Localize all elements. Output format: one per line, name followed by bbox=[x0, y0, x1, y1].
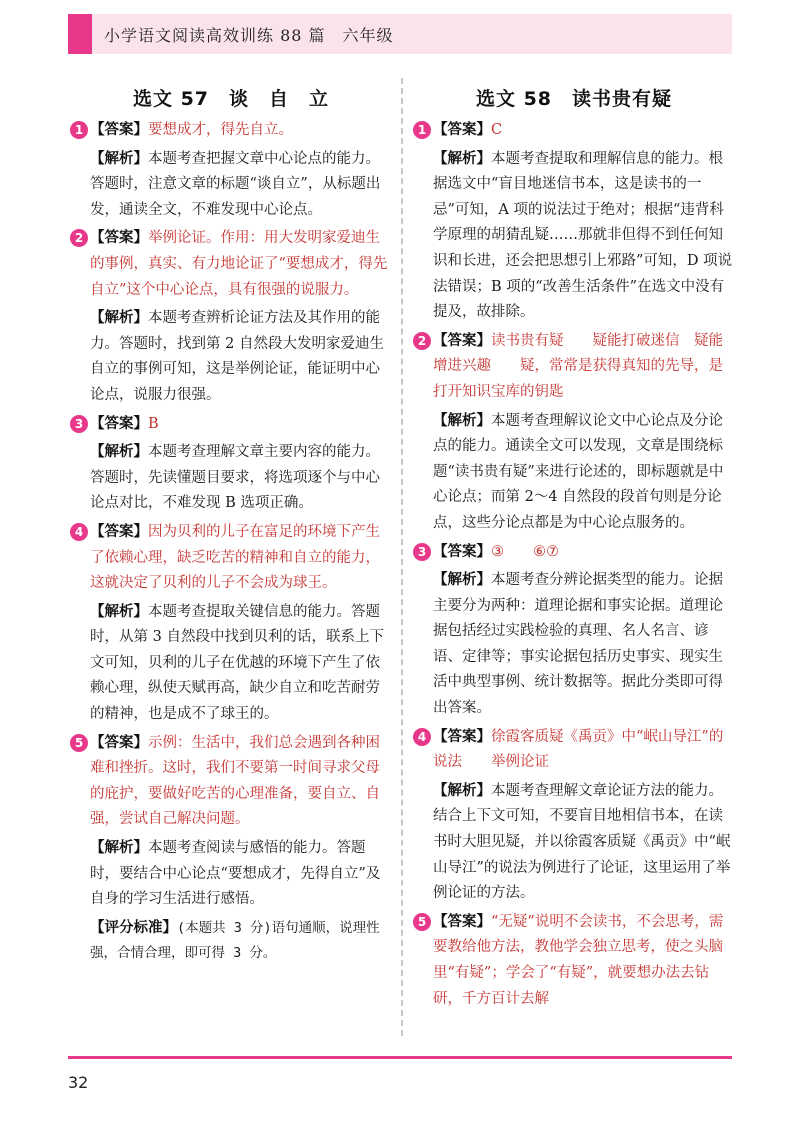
analysis-tag: 【解析】 bbox=[433, 412, 491, 429]
question-item bbox=[415, 910, 733, 1012]
analysis-tag: 【解析】 bbox=[90, 603, 148, 620]
answer-tag: 【答案】 bbox=[433, 543, 491, 560]
question-number-badge: 1 bbox=[70, 121, 88, 139]
question-number-badge: 2 bbox=[413, 332, 431, 350]
question-item bbox=[72, 226, 390, 408]
book-title: 小学语文阅读高效训练 88 篇 六年级 bbox=[104, 26, 394, 45]
question-number-badge: 5 bbox=[70, 734, 88, 752]
answer-tag: 【答案】 bbox=[90, 230, 148, 247]
answer-paragraph bbox=[90, 520, 390, 597]
analysis-paragraph bbox=[90, 440, 390, 517]
answer-text: 示例：生活中，我们总会遇到各种困难和挫折。这时，我们不要第一时间寻求父母的庇护，要做好吃苦的心理准备，要自立、自强，尝试自己解决问题。 bbox=[90, 734, 380, 828]
page-number: 32 bbox=[68, 1073, 89, 1092]
footer-rule bbox=[68, 1056, 732, 1059]
answer-text: ③ ⑥⑦ bbox=[491, 543, 559, 560]
answer-text: 因为贝利的儿子在富足的环境下产生了依赖心理，缺乏吃苦的精神和自立的能力，这就决定了贝利的儿子不会成为球王。 bbox=[90, 523, 380, 592]
analysis-tag: 【解析】 bbox=[433, 572, 491, 589]
question-item bbox=[72, 412, 390, 517]
question-item bbox=[72, 731, 390, 967]
answer-paragraph bbox=[90, 731, 390, 833]
scoring-criteria-paragraph bbox=[90, 916, 390, 967]
analysis-text: 本题考查辨析论证方法及其作用的能力。答题时，找到第 2 自然段大发明家爱迪生自立的事例可知，这是举例论证，能证明中心论点，说服力很强。 bbox=[90, 310, 384, 403]
answer-paragraph bbox=[433, 329, 733, 406]
analysis-paragraph bbox=[90, 600, 390, 728]
analysis-tag: 【解析】 bbox=[90, 444, 148, 461]
analysis-tag: 【解析】 bbox=[90, 840, 148, 857]
analysis-paragraph bbox=[90, 306, 390, 408]
column-divider bbox=[401, 78, 403, 1036]
answer-text: C bbox=[491, 122, 503, 138]
question-number-badge: 4 bbox=[413, 728, 431, 746]
answer-paragraph bbox=[433, 540, 733, 566]
question-item bbox=[415, 540, 733, 722]
answer-tag: 【答案】 bbox=[90, 734, 148, 751]
analysis-text: 本题考查理解文章论证方法的能力。结合上下文可知，不要盲目地相信书本，在读书时大胆见疑，并以徐霞客质疑《禹贡》中“岷山导江”的说法为例进行了论证，这里运用了举例论证的方法。 bbox=[433, 782, 731, 902]
analysis-paragraph bbox=[433, 568, 733, 722]
answer-text: 徐霞客质疑《禹贡》中“岷山导江”的说法 举例论证 bbox=[433, 728, 724, 771]
analysis-text: 本题考查分辨论据类型的能力。论据主要分为两种：道理论据和事实论据。道理论据包括经过实践检验的真理、名人名言、谚语、定律等；事实论据包括历史事实、现实生活中典型事例、统计数据等。据此分类即可得出答案。 bbox=[433, 572, 723, 717]
analysis-tag: 【解析】 bbox=[433, 150, 491, 167]
answer-text: 举例论证。作用：用大发明家爱迪生的事例，真实、有力地论证了“要想成才，得先自立”这个中心论点，具有很强的说服力。 bbox=[90, 230, 388, 298]
criteria-tag: 【评分标准】 bbox=[90, 919, 177, 936]
section-title-57: 选文 57 谈 自 立 bbox=[132, 88, 330, 110]
question-number-badge: 3 bbox=[413, 543, 431, 561]
analysis-text: 本题考查阅读与感悟的能力。答题时，要结合中心论点“要想成才，先得自立”及自身的学习生活进行感悟。 bbox=[90, 840, 381, 908]
analysis-paragraph bbox=[90, 836, 390, 913]
question-number-badge: 2 bbox=[70, 229, 88, 247]
answer-paragraph bbox=[433, 725, 733, 776]
analysis-paragraph bbox=[433, 147, 733, 326]
left-column bbox=[72, 82, 390, 967]
answer-text: 要想成才，得先自立。 bbox=[148, 122, 293, 138]
header-accent-block bbox=[68, 14, 92, 54]
question-number-badge: 4 bbox=[70, 523, 88, 541]
answer-tag: 【答案】 bbox=[433, 122, 491, 138]
question-number-badge: 1 bbox=[413, 121, 431, 139]
analysis-paragraph bbox=[90, 147, 390, 224]
answer-tag: 【答案】 bbox=[90, 415, 148, 432]
criteria-text: (本题共 3 分)语句通顺，说理性强，合情合理，即可得 3 分。 bbox=[90, 919, 380, 962]
analysis-text: 本题考查提取和理解信息的能力。根据选文中“盲目地迷信书本，这是读书的一忌”可知，A 项的说法过于绝对；根据“违背科学原理的胡猜乱疑……那就非但得不到任何知识和长进，还会把思想引上邪路”可知，D 项说法错误；B 项的“改善生活条件”在选文中没有提及，故排除。 bbox=[433, 150, 733, 321]
answer-tag: 【答案】 bbox=[433, 332, 491, 349]
answer-tag: 【答案】 bbox=[90, 122, 148, 138]
answer-tag: 【答案】 bbox=[433, 913, 491, 930]
analysis-tag: 【解析】 bbox=[90, 150, 148, 167]
answer-text: “无疑”说明不会读书，不会思考，需要教给他方法，教他学会独立思考，使之头脑里“有疑”；学会了“有疑”，就要想办法去钻研，千方百计去解 bbox=[433, 913, 724, 1007]
answer-paragraph bbox=[90, 226, 390, 303]
analysis-tag: 【解析】 bbox=[433, 782, 491, 799]
right-column bbox=[415, 82, 733, 1012]
analysis-text: 本题考查把握文章中心论点的能力。答题时，注意文章的标题“谈自立”，从标题出发，通读全文，不难发现中心论点。 bbox=[90, 150, 381, 218]
question-item bbox=[72, 118, 390, 223]
analysis-paragraph bbox=[433, 409, 733, 537]
answer-tag: 【答案】 bbox=[433, 728, 491, 745]
answer-text: B bbox=[148, 415, 159, 432]
answer-paragraph bbox=[90, 118, 390, 144]
question-item bbox=[415, 118, 733, 326]
section-title-58: 选文 58 读书贵有疑 bbox=[475, 88, 673, 110]
answer-paragraph bbox=[433, 910, 733, 1012]
answer-text: 读书贵有疑 疑能打破迷信 疑能增进兴趣 疑，常常是获得真知的先导，是打开知识宝库的钥匙 bbox=[433, 332, 723, 400]
answer-paragraph bbox=[433, 118, 733, 144]
answer-paragraph bbox=[90, 412, 390, 438]
question-item bbox=[72, 520, 390, 728]
analysis-paragraph bbox=[433, 779, 733, 907]
question-number-badge: 5 bbox=[413, 913, 431, 931]
question-number-badge: 3 bbox=[70, 415, 88, 433]
question-item bbox=[415, 725, 733, 907]
answer-tag: 【答案】 bbox=[90, 523, 148, 540]
analysis-text: 本题考查理解议论文中心论点及分论点的能力。通读全文可以发现，文章是围绕标题“读书贵有疑”来进行论述的，即标题就是中心论点；而第 2～4 自然段的段首句则是分论点，这些分论点都是为中心论点服务的。 bbox=[433, 412, 724, 531]
page-header bbox=[68, 14, 732, 54]
analysis-text: 本题考查提取关键信息的能力。答题时，从第 3 自然段中找到贝利的话，联系上下文可知，贝利的儿子在优越的环境下产生了依赖心理，纵使天赋再高，缺少自立和吃苦耐劳的精神，也是成不了球王的。 bbox=[90, 603, 384, 723]
question-item bbox=[415, 329, 733, 537]
analysis-text: 本题考查理解文章主要内容的能力。答题时，先读懂题目要求，将选项逐个与中心论点对比，不难发现 B 选项正确。 bbox=[90, 444, 380, 512]
analysis-tag: 【解析】 bbox=[90, 310, 148, 327]
